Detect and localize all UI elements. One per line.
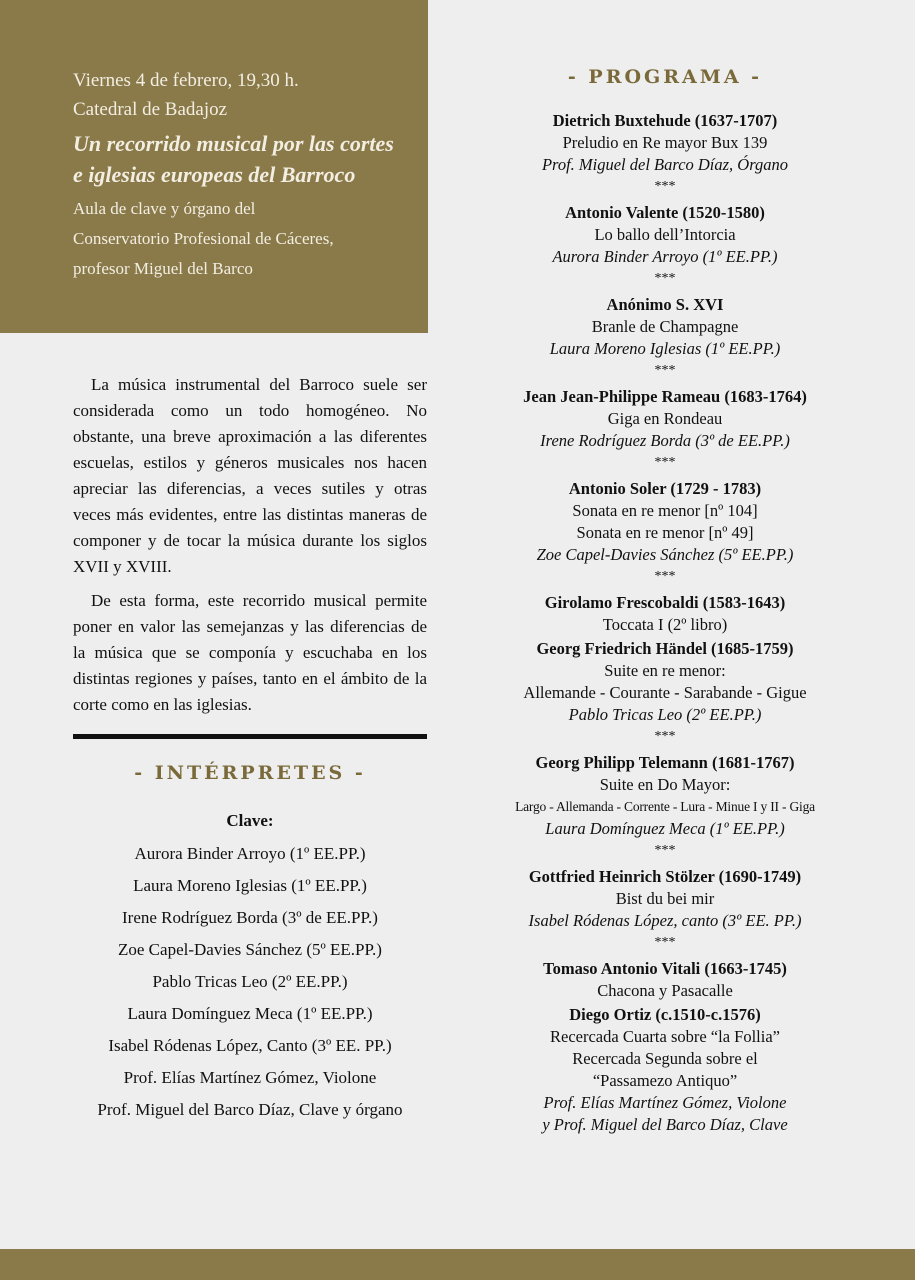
intro-paragraph: La música instrumental del Barroco suele ser considerada como un todo homogéneo. No obstante, una breve aproximación a las diferentes escuelas, estilos y géneros musicales nos hacen apreciar las diferencias, a veces sutiles y otras veces más evidentes, entre las distintas maneras de componer y de tocar la música durante los siglos XVII y XVIII. <box>73 375 427 576</box>
programme-item <box>470 592 860 636</box>
composer-name: Antonio Valente (1520-1580) <box>565 203 765 222</box>
organizer-line: Conservatorio Profesional de Cáceres, <box>73 229 334 248</box>
intro-paragraph: De esta forma, este recorrido musical permite poner en valor las semejanzas y las diferencias de la música que se componía y escuchaba en los distintas regiones y países, tanto en el ámbito de la corte como en las iglesias. <box>73 591 427 714</box>
programme-item <box>470 752 860 862</box>
organizer-line: Aula de clave y órgano del <box>73 199 256 218</box>
work-performer: Zoe Capel-Davies Sánchez (5º EE.PP.) <box>536 545 794 564</box>
programme-list <box>470 110 860 1138</box>
organizer <box>73 194 408 284</box>
event-date: Viernes 4 de febrero, 19,30 h. <box>73 70 299 91</box>
programme-item <box>470 386 860 474</box>
work-performer: Laura Domínguez Meca (1º EE.PP.) <box>545 819 785 838</box>
programme-item <box>470 638 860 748</box>
performer-name: Prof. Miguel del Barco Díaz, Clave y órgano <box>97 1100 403 1119</box>
performer-name: Laura Domínguez Meca (1º EE.PP.) <box>127 1004 373 1023</box>
composer-name: Tomaso Antonio Vitali (1663-1745) <box>543 959 787 978</box>
work-performer: Laura Moreno Iglesias (1º EE.PP.) <box>549 339 781 358</box>
work-performer: Irene Rodríguez Borda (3º de EE.PP.) <box>540 431 790 450</box>
work-title: Recercada Segunda sobre el <box>572 1049 758 1068</box>
separator: *** <box>654 363 676 378</box>
work-performer: y Prof. Miguel del Barco Díaz, Clave <box>542 1115 788 1134</box>
work-title: “Passamezo Antiquo” <box>592 1071 738 1090</box>
programa-heading: - PROGRAMA - <box>567 66 763 88</box>
programme-item <box>470 202 860 290</box>
composer-name: Georg Friedrich Händel (1685-1759) <box>536 639 794 658</box>
separator: *** <box>654 935 676 950</box>
composer-name: Gottfried Heinrich Stölzer (1690-1749) <box>528 867 802 886</box>
programme-item <box>470 1004 860 1136</box>
separator: *** <box>654 729 676 744</box>
work-performer: Aurora Binder Arroyo (1º EE.PP.) <box>552 247 778 266</box>
programme-item <box>470 866 860 954</box>
work-performer: Isabel Ródenas López, canto (3º EE. PP.) <box>528 911 802 930</box>
composer-name: Jean Jean-Philippe Rameau (1683-1764) <box>523 387 807 406</box>
work-title: Toccata I (2º libro) <box>602 615 728 634</box>
work-title: Branle de Champagne <box>591 317 739 336</box>
separator: *** <box>654 569 676 584</box>
performer-name: Aurora Binder Arroyo (1º EE.PP.) <box>134 844 366 863</box>
composer-name: Diego Ortiz (c.1510-c.1576) <box>569 1005 761 1024</box>
programme-item <box>470 478 860 588</box>
interpretes-heading: - INTÉRPRETES - <box>134 762 366 784</box>
performer-name: Irene Rodríguez Borda (3º de EE.PP.) <box>122 908 378 927</box>
work-title: Lo ballo dell’Intorcia <box>594 225 736 244</box>
work-title: Preludio en Re mayor Bux 139 <box>562 133 768 152</box>
work-performer: Pablo Tricas Leo (2º EE.PP.) <box>568 705 762 724</box>
work-title: Allemande - Courante - Sarabande - Gigue <box>523 683 807 702</box>
work-title: Suite en re menor: <box>604 661 726 680</box>
organizer-line: profesor Miguel del Barco <box>73 259 253 278</box>
event-venue: Catedral de Badajoz <box>73 99 228 120</box>
performer-name: Isabel Ródenas López, Canto (3º EE. PP.) <box>108 1036 392 1055</box>
performers-list <box>60 808 440 1126</box>
event-title: Un recorrido musical por las cortes e iglesias europeas del Barroco <box>73 131 394 187</box>
separator: *** <box>654 455 676 470</box>
intro-text <box>73 372 427 726</box>
composer-name: Georg Philipp Telemann (1681-1767) <box>535 753 795 772</box>
work-title: Suite en Do Mayor: <box>599 775 731 794</box>
programme-item <box>470 958 860 1002</box>
work-title: Chacona y Pasacalle <box>597 981 733 1000</box>
work-title: Sonata en re menor [nº 49] <box>576 523 754 542</box>
composer-name: Dietrich Buxtehude (1637-1707) <box>552 111 778 130</box>
work-performer: Prof. Miguel del Barco Díaz, Órgano <box>541 155 789 174</box>
work-title: Giga en Rondeau <box>607 409 723 428</box>
header-box <box>0 0 428 333</box>
work-title: Recercada Cuarta sobre “la Follia” <box>550 1027 780 1046</box>
work-movements: Largo - Allemanda - Corrente - Lura - Minue I y II - Giga <box>515 799 815 814</box>
separator: *** <box>654 843 676 858</box>
performer-name: Zoe Capel-Davies Sánchez (5º EE.PP.) <box>118 940 382 959</box>
performer-name: Pablo Tricas Leo (2º EE.PP.) <box>152 972 348 991</box>
instrument-label: Clave: <box>226 811 274 830</box>
separator: *** <box>654 271 676 286</box>
programme-item <box>470 110 860 198</box>
bottom-bar <box>0 1249 915 1280</box>
composer-name: Girolamo Frescobaldi (1583-1643) <box>544 593 786 612</box>
performer-name: Prof. Elías Martínez Gómez, Violone <box>123 1068 377 1087</box>
work-title: Sonata en re menor [nº 104] <box>572 501 758 520</box>
composer-name: Anónimo S. XVI <box>606 295 724 314</box>
separator: *** <box>654 179 676 194</box>
work-performer: Prof. Elías Martínez Gómez, Violone <box>543 1093 787 1112</box>
divider <box>73 734 427 739</box>
composer-name: Antonio Soler (1729 - 1783) <box>568 479 762 498</box>
work-title: Bist du bei mir <box>615 889 715 908</box>
programme-item <box>470 294 860 382</box>
performer-name: Laura Moreno Iglesias (1º EE.PP.) <box>133 876 367 895</box>
